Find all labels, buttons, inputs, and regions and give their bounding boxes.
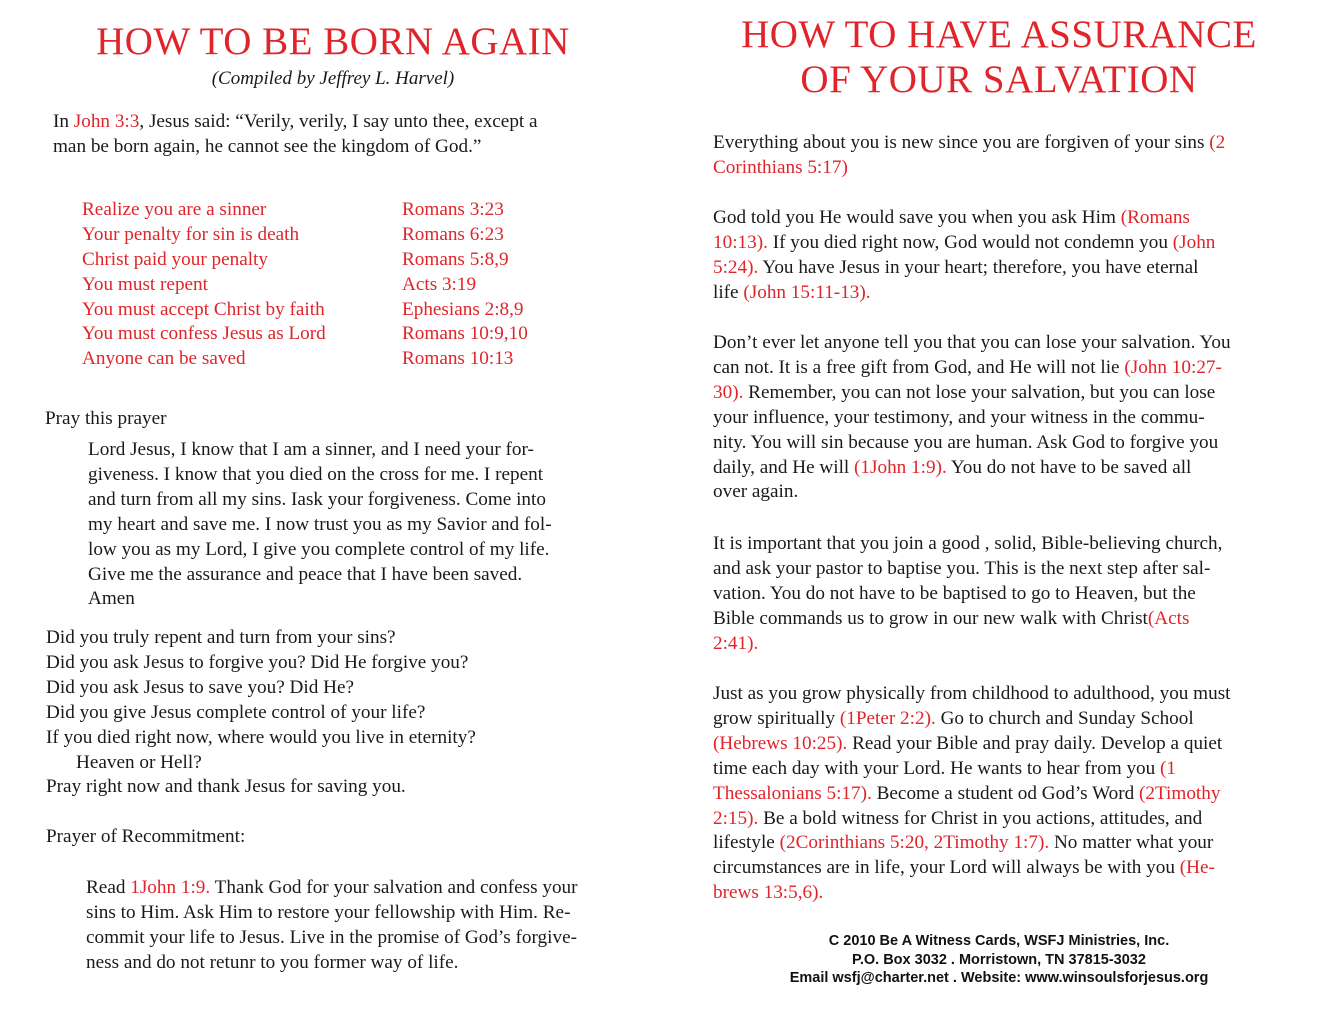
scripture-ref: 1John 1:9.: [130, 877, 211, 898]
paragraph-promise: [713, 206, 1288, 306]
page-title-born-again: HOW TO BE BORN AGAIN: [96, 20, 570, 63]
salvation-steps-list: [82, 198, 602, 372]
intro-line: man be born again, he cannot see the kingdom of God.”: [53, 135, 482, 157]
scripture-ref: Thessalonians 5:17).: [713, 782, 872, 804]
para-text: daily, and He will: [713, 456, 855, 478]
scripture-ref: 2:15).: [713, 807, 759, 829]
para-text: No matter what your: [1049, 832, 1214, 854]
scripture-ref: (1Peter 2:2).: [839, 707, 936, 729]
step-text: Realize you are a sinner: [82, 199, 267, 220]
recommit-line: commit your life to Jesus. Live in the promise of God’s forgive-: [86, 926, 577, 948]
scripture-ref: (1John 1:9).: [854, 456, 947, 478]
self-check-questions: [46, 626, 626, 800]
step-ref: Romans 6:23: [402, 223, 504, 245]
scripture-ref: (John 15:11-13).: [743, 281, 871, 303]
question-line: Did you ask Jesus to save you? Did He?: [46, 676, 355, 698]
recommitment-label: Prayer of Recommitment:: [46, 826, 246, 847]
para-text: Go to church and Sunday School: [935, 707, 1194, 729]
step-text: You must accept Christ by faith: [82, 298, 325, 320]
title-line: OF YOUR SALVATION: [800, 58, 1198, 101]
prayer-line: giveness. I know that you died on the cross for me. I repent: [88, 463, 544, 485]
title-line: HOW TO HAVE ASSURANCE: [741, 13, 1257, 56]
step-text: You must confess Jesus as Lord: [82, 323, 326, 345]
para-text: God told you He would save you when you ask Him: [713, 207, 1121, 228]
scripture-ref: (He-: [1179, 857, 1215, 879]
step-text: Your penalty for sin is death: [82, 223, 300, 245]
scripture-ref: (Hebrews 10:25).: [713, 732, 848, 754]
para-text: grow spiritually: [713, 707, 840, 729]
list-item: [82, 322, 602, 347]
scripture-ref: (1: [1160, 757, 1177, 779]
scripture-ref: (John 10:27-: [1124, 356, 1222, 378]
step-ref: Romans 3:23: [402, 199, 504, 220]
question-line: If you died right now, where would you live in eternity?: [46, 726, 476, 748]
prayer-line: Amen: [88, 588, 135, 610]
para-text: Don’t ever let anyone tell you that you can lose your salvation. You: [713, 332, 1231, 353]
para-text: your influence, your testimony, and your witness in the commu-: [713, 406, 1205, 428]
scripture-ref: 30).: [713, 381, 744, 403]
scripture-ref: brews 13:5,6).: [713, 882, 824, 904]
step-ref: Acts 3:19: [402, 273, 477, 295]
para-text: vation. You do not have to be baptised to go to Heaven, but the: [713, 582, 1196, 604]
para-text: time each day with your Lord. He wants to hear from you: [713, 757, 1161, 779]
list-item: [82, 248, 602, 273]
list-item: [82, 298, 602, 323]
para-text: life: [713, 281, 744, 303]
intro-prefix: In: [53, 111, 74, 132]
step-ref: Ephesians 2:8,9: [402, 298, 524, 320]
paragraph-grow-spiritually: [713, 682, 1288, 906]
step-ref: Romans 10:9,10: [402, 323, 528, 345]
question-line: Heaven or Hell?: [76, 751, 202, 773]
para-text: It is important that you join a good , solid, Bible-believing church,: [713, 533, 1223, 554]
question-line: Did you give Jesus complete control of your life?: [46, 701, 426, 723]
list-item: [82, 347, 602, 372]
page-title-assurance: [666, 12, 1332, 102]
scripture-ref: John 3:3: [73, 111, 140, 132]
step-ref: Romans 5:8,9: [402, 248, 509, 270]
para-text: Just as you grow physically from childhood to adulthood, you must: [713, 683, 1231, 704]
para-text: You do not have to be saved all: [946, 456, 1192, 478]
right-panel: [666, 0, 1332, 1018]
paragraph-join-church: [713, 532, 1288, 657]
para-text: Remember, you can not lose your salvation, but you can lose: [743, 381, 1216, 403]
recommitment-paragraph: [86, 876, 631, 976]
paragraph-cannot-lose: [713, 331, 1288, 505]
prayer-line: Give me the assurance and peace that I have been saved.: [88, 563, 523, 585]
para-text: You have Jesus in your heart; therefore, you have eternal: [758, 256, 1199, 278]
para-text: Read your Bible and pray daily. Develop a quiet: [847, 732, 1223, 754]
prayer-line: and turn from all my sins. Iask your forgiveness. Come into: [88, 488, 546, 510]
para-text: Everything about you is new since you are forgiven of your sins: [713, 132, 1210, 153]
para-text: Be a bold witness for Christ in you actions, attitudes, and: [758, 807, 1203, 829]
para-text: lifestyle: [713, 832, 780, 854]
scripture-ref: (2Timothy: [1139, 782, 1221, 804]
prayer-line: Lord Jesus, I know that I am a sinner, and I need your for-: [88, 439, 534, 460]
para-text: If you died right now, God would not condemn you: [767, 231, 1173, 253]
prayer-line: my heart and save me. I now trust you as my Savior and fol-: [88, 513, 552, 535]
scripture-ref: (2: [1209, 132, 1226, 153]
para-text: can not. It is a free gift from God, and He will not lie: [713, 356, 1125, 378]
para-text: circumstances are in life, your Lord will always be with you: [713, 857, 1180, 879]
list-item: [82, 223, 602, 248]
copyright-footer: [666, 932, 1332, 988]
list-item: [82, 273, 602, 298]
footer-line: Email wsfj@charter.net . Website: www.winsoulsforjesus.org: [789, 970, 1209, 987]
question-line: Pray right now and thank Jesus for saving you.: [46, 776, 406, 798]
scripture-ref: 2:41).: [713, 632, 759, 654]
footer-line: C 2010 Be A Witness Cards, WSFJ Ministries, Inc.: [828, 933, 1170, 949]
recommit-prefix: Read: [86, 877, 131, 898]
scripture-ref: Corinthians 5:17): [713, 156, 848, 178]
prayer-text: [88, 438, 608, 612]
scripture-ref: 10:13).: [713, 231, 768, 253]
step-text: Christ paid your penalty: [82, 248, 268, 270]
recommit-line: Thank God for your salvation and confess your: [210, 877, 578, 898]
scripture-ref: (Romans: [1120, 207, 1190, 228]
intro-line: , Jesus said: “Verily, verily, I say unto thee, except a: [139, 111, 538, 132]
intro-paragraph: [53, 110, 613, 160]
para-text: nity. You will sin because you are human. Ask God to forgive you: [713, 431, 1219, 453]
subtitle-compiled-by: (Compiled by Jeffrey L. Harvel): [211, 68, 455, 89]
step-text: You must repent: [82, 273, 208, 295]
scripture-ref: (2Corinthians 5:20, 2Timothy 1:7).: [779, 832, 1050, 854]
recommit-line: ness and do not retunr to you former way of life.: [86, 951, 459, 973]
prayer-line: low you as my Lord, I give you complete control of my life.: [88, 538, 550, 560]
list-item: [82, 198, 602, 223]
para-text: over again.: [713, 481, 799, 503]
scripture-ref: (John: [1172, 231, 1216, 253]
step-ref: Romans 10:13: [402, 348, 514, 370]
para-text: Bible commands us to grow in our new walk with Christ: [713, 607, 1148, 629]
footer-line: P.O. Box 3032 . Morristown, TN 37815-3032: [852, 951, 1146, 968]
scripture-ref: 5:24).: [713, 256, 759, 278]
scripture-ref: (Acts: [1147, 607, 1190, 629]
para-text: and ask your pastor to baptise you. This is the next step after sal-: [713, 557, 1211, 579]
question-line: Did you ask Jesus to forgive you? Did He forgive you?: [46, 651, 469, 673]
recommit-line: sins to Him. Ask Him to restore your fellowship with Him. Re-: [86, 901, 571, 923]
step-text: Anyone can be saved: [82, 348, 246, 370]
para-text: Become a student od God’s Word: [871, 782, 1140, 804]
paragraph-new-creation: [713, 131, 1288, 181]
pray-label: Pray this prayer: [45, 408, 167, 429]
question-line: Did you truly repent and turn from your sins?: [46, 627, 396, 648]
